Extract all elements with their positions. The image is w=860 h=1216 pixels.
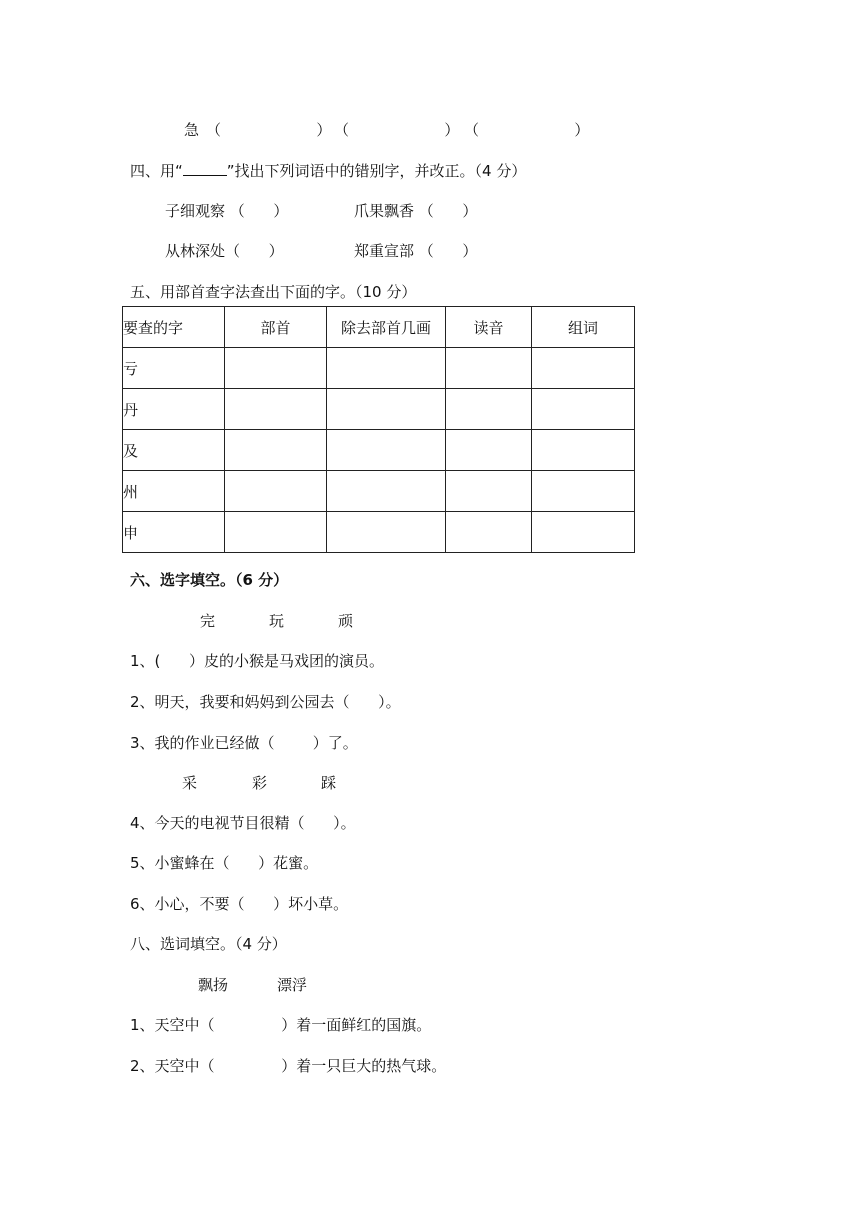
answer-cell[interactable] — [327, 389, 446, 430]
header-strokes: 除去部首几画 — [327, 307, 446, 348]
header-pinyin: 读音 — [446, 307, 532, 348]
table-row — [123, 430, 635, 471]
q4-title-pre: 四、用“ — [130, 162, 183, 180]
lookup-char: 州 — [123, 471, 225, 512]
answer-cell[interactable] — [532, 430, 635, 471]
table-row — [123, 348, 635, 389]
q6-item-6: 6、小心，不要（ ）坏小草。 — [130, 895, 349, 913]
lookup-char: 申 — [123, 512, 225, 553]
answer-cell[interactable] — [225, 389, 327, 430]
answer-cell[interactable] — [225, 348, 327, 389]
lookup-char: 丹 — [123, 389, 225, 430]
q6-title: 六、选字填空。（6 分） — [130, 571, 289, 589]
q4-item-1: 子细观察 （ ） — [165, 202, 289, 220]
answer-cell[interactable] — [446, 389, 532, 430]
q3-paren-2: （ ） — [334, 121, 460, 139]
answer-cell[interactable] — [327, 512, 446, 553]
q6-choice-4: 采 — [182, 774, 198, 792]
lookup-char: 及 — [123, 430, 225, 471]
q6-item-3: 3、我的作业已经做（ ）了。 — [130, 734, 358, 752]
q3-tail-char: 急 — [184, 121, 200, 139]
q6-item-5: 5、小蜜蜂在（ ）花蜜。 — [130, 854, 319, 872]
q6-item-1: 1、( ）皮的小猴是马戏团的演员。 — [130, 652, 385, 670]
answer-cell[interactable] — [327, 348, 446, 389]
answer-cell[interactable] — [327, 471, 446, 512]
q8-word-1: 飘扬 — [198, 976, 229, 994]
q6-choice-2: 玩 — [269, 612, 285, 630]
answer-cell[interactable] — [532, 389, 635, 430]
answer-cell[interactable] — [532, 348, 635, 389]
table-row — [123, 512, 635, 553]
answer-cell[interactable] — [446, 430, 532, 471]
answer-cell[interactable] — [225, 471, 327, 512]
q4-item-4: 郑重宣部 （ ） — [354, 242, 478, 260]
q6-choice-5: 彩 — [252, 774, 268, 792]
q5-title: 五、用部首查字法查出下面的字。（10 分） — [130, 283, 417, 301]
header-words: 组词 — [532, 307, 635, 348]
q6-choice-6: 踩 — [321, 774, 337, 792]
q3-paren-1: （ ） — [206, 121, 332, 139]
q6-choice-1: 完 — [200, 612, 216, 630]
q6-choice-3: 顽 — [338, 612, 354, 630]
q4-item-2: 爪果飘香 （ ） — [354, 202, 478, 220]
q6-item-2: 2、明天，我要和妈妈到公园去（ ）。 — [130, 693, 401, 711]
q8-title: 八、选词填空。（4 分） — [130, 935, 287, 953]
q3-paren-3: （ ） — [464, 121, 590, 139]
radical-lookup-table — [122, 306, 635, 553]
answer-cell[interactable] — [446, 512, 532, 553]
table-row — [123, 389, 635, 430]
answer-cell[interactable] — [532, 512, 635, 553]
table-row — [123, 471, 635, 512]
q4-title-post: ”找出下列词语中的错别字，并改正。（4 分） — [226, 162, 527, 180]
q6-item-4: 4、今天的电视节目很精（ ）。 — [130, 814, 356, 832]
answer-cell[interactable] — [446, 471, 532, 512]
q8-word-2: 漂浮 — [277, 976, 308, 994]
q4-item-3: 从林深处（ ） — [165, 242, 284, 260]
answer-cell[interactable] — [225, 430, 327, 471]
answer-cell[interactable] — [327, 430, 446, 471]
q4-underline-blank — [183, 161, 227, 176]
q8-item-2: 2、天空中（ ）着一只巨大的热气球。 — [130, 1057, 447, 1075]
q4-title — [130, 161, 526, 181]
header-radical: 部首 — [225, 307, 327, 348]
answer-cell[interactable] — [225, 512, 327, 553]
table-header-row — [123, 307, 635, 348]
answer-cell[interactable] — [446, 348, 532, 389]
lookup-char: 亏 — [123, 348, 225, 389]
q8-item-1: 1、天空中（ ）着一面鲜红的国旗。 — [130, 1016, 432, 1034]
answer-cell[interactable] — [532, 471, 635, 512]
header-char: 要查的字 — [123, 307, 225, 348]
